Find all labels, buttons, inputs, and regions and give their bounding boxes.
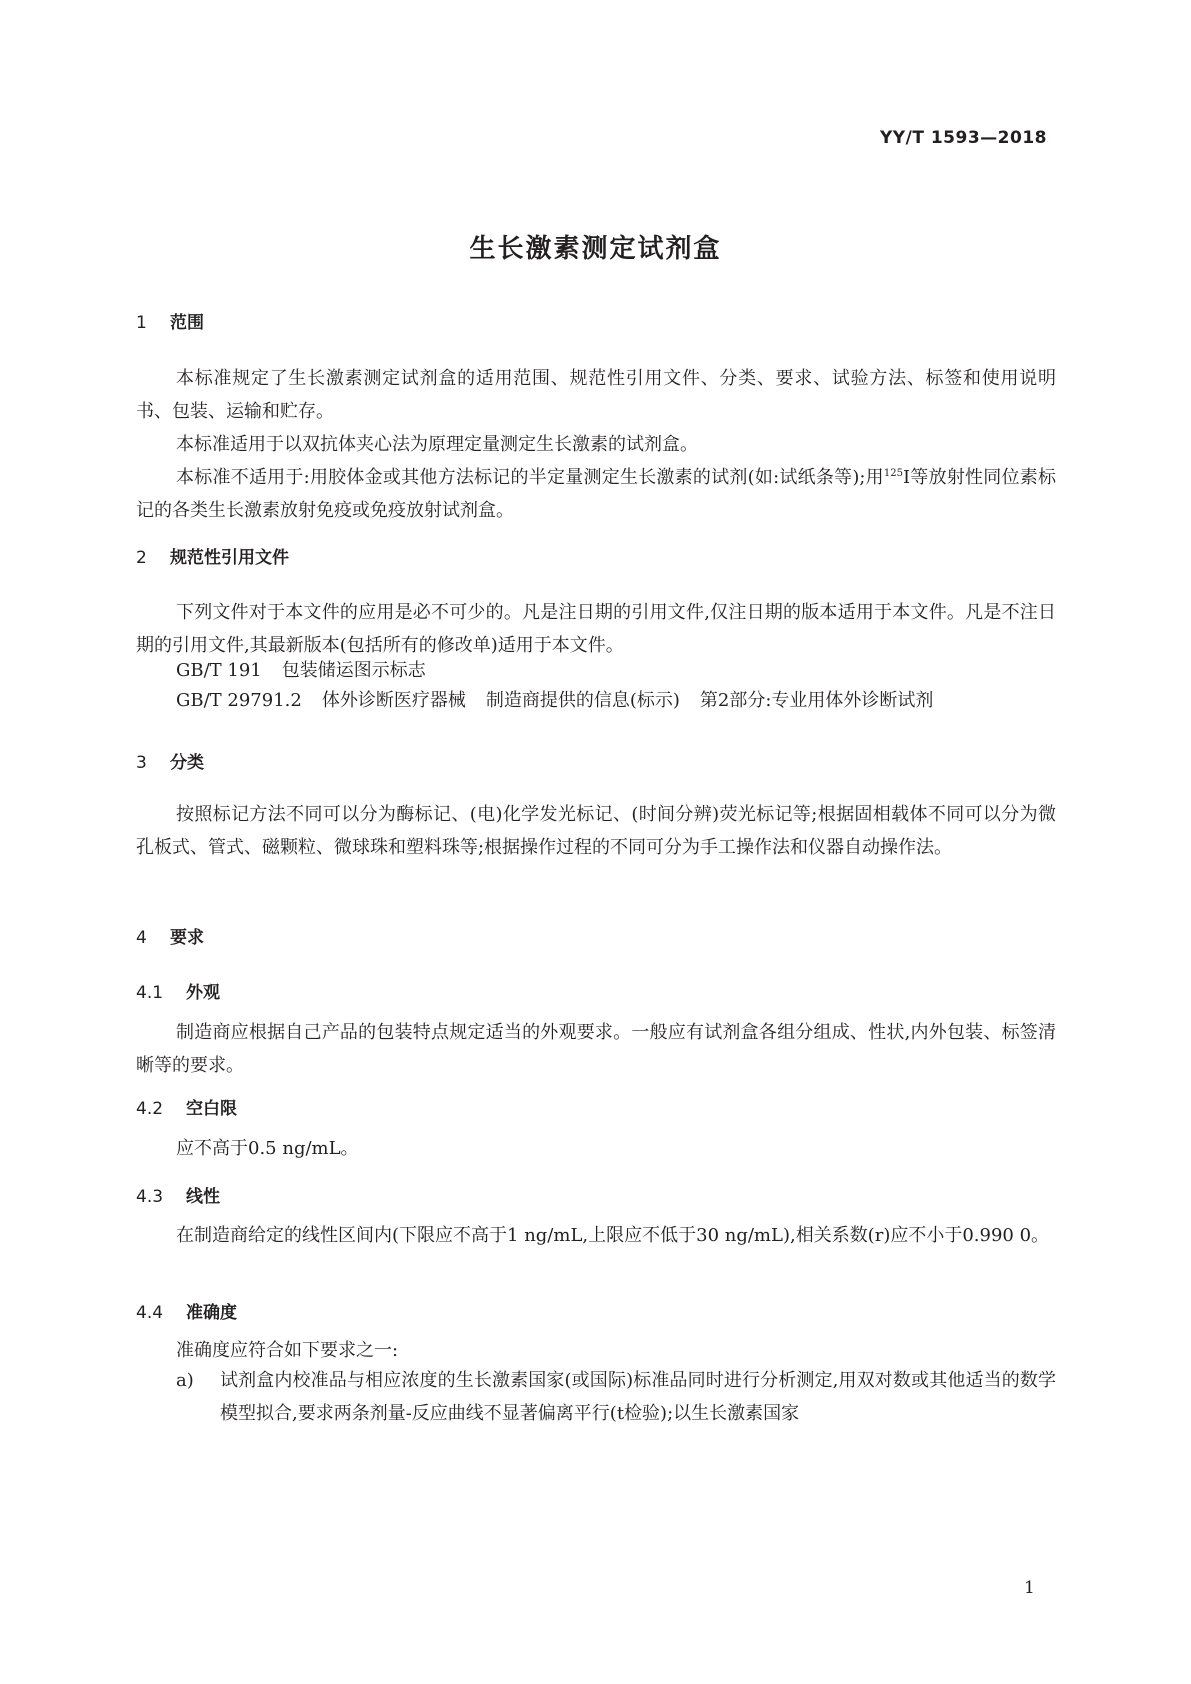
scope-paragraph-1: 本标准规定了生长激素测定试剂盒的适用范围、规范性引用文件、分类、要求、试验方法、标签和使用说明书、包装、运输和贮存。 <box>136 368 1056 422</box>
section-3-heading <box>136 748 204 773</box>
accuracy-intro: 准确度应符合如下要求之一: <box>176 1340 399 1361</box>
reference-title: 包装储运图示标志 <box>281 660 426 681</box>
subsection-title: 线性 <box>186 1187 220 1207</box>
section-4-heading <box>136 923 204 948</box>
subsection-number: 4.4 <box>136 1303 164 1323</box>
section-title: 范围 <box>170 313 204 333</box>
page-number: 1 <box>1024 1578 1035 1598</box>
section-title: 分类 <box>170 753 204 773</box>
subsection-number: 4.3 <box>136 1187 164 1207</box>
item-text: 试剂盒内校准品与相应浓度的生长激素国家(或国际)标准品同时进行分析测定,用双对数或其他适当的数学模型拟合,要求两条剂量-反应曲线不显著偏离平行(t检验);以生长激素国家 <box>220 1370 1056 1424</box>
subsection-number: 4.1 <box>136 983 164 1003</box>
accuracy-item-a <box>176 1364 1056 1430</box>
section-4-3-heading <box>136 1182 220 1207</box>
subsection-title: 外观 <box>186 983 220 1003</box>
section-1-heading <box>136 308 204 333</box>
linearity-paragraph: 在制造商给定的线性区间内(下限应不高于1 ng/mL,上限应不低于30 ng/mL),相关系数(r)应不小于0.990 0。 <box>176 1225 1050 1246</box>
section-number: 2 <box>136 548 147 568</box>
classification-paragraph: 按照标记方法不同可以分为酶标记、(电)化学发光标记、(时间分辨)荧光标记等;根据固相载体不同可以分为微孔板式、管式、磁颗粒、微球珠和塑料珠等;根据操作过程的不同可分为手工操作法和仪器自动操作法。 <box>136 804 1056 858</box>
appearance-paragraph: 制造商应根据自己产品的包装特点规定适当的外观要求。一般应有试剂盒各组分组成、性状,内外包装、标签清晰等的要求。 <box>136 1022 1056 1076</box>
section-4-2-heading <box>136 1094 237 1119</box>
reference-title-part: 制造商提供的信息(标示) <box>485 690 680 711</box>
subsection-title: 准确度 <box>186 1303 237 1323</box>
references-paragraph: 下列文件对于本文件的应用是必不可少的。凡是注日期的引用文件,仅注日期的版本适用于本文件。凡是不注日期的引用文件,其最新版本(包括所有的修改单)适用于本文件。 <box>136 602 1056 656</box>
section-4-1-heading <box>136 978 220 1003</box>
document-title: 生长激素测定试剂盒 <box>469 234 722 264</box>
standard-code: YY/T 1593—2018 <box>880 128 1047 148</box>
section-number: 4 <box>136 928 147 948</box>
section-title: 规范性引用文件 <box>170 548 289 568</box>
reference-title-part: 体外诊断医疗器械 <box>321 690 466 711</box>
reference-1 <box>176 654 426 687</box>
scope-p3-text-b: I等放射性同位素标记的各类生长激素放射免疫或免疫放射试剂盒。 <box>136 467 1056 521</box>
section-title: 要求 <box>170 928 204 948</box>
scope-paragraph-2: 本标准适用于以双抗体夹心法为原理定量测定生长激素的试剂盒。 <box>176 434 698 455</box>
isotope-superscript: 125 <box>883 468 903 479</box>
section-4-4-heading <box>136 1298 237 1323</box>
scope-paragraph-3 <box>136 461 1056 527</box>
reference-title-part: 第2部分:专业用体外诊断试剂 <box>699 690 934 711</box>
section-2-heading <box>136 543 289 568</box>
section-number: 3 <box>136 753 147 773</box>
blank-limit-paragraph: 应不高于0.5 ng/mL。 <box>176 1138 359 1159</box>
scope-p3-text-a: 本标准不适用于:用胶体金或其他方法标记的半定量测定生长激素的试剂(如:试纸条等);用 <box>176 467 884 488</box>
reference-code: GB/T 191 <box>176 660 262 681</box>
subsection-number: 4.2 <box>136 1099 164 1119</box>
reference-code: GB/T 29791.2 <box>176 690 302 711</box>
item-label: a) <box>176 1370 194 1391</box>
section-number: 1 <box>136 313 147 333</box>
subsection-title: 空白限 <box>186 1099 237 1119</box>
reference-2 <box>176 684 933 717</box>
